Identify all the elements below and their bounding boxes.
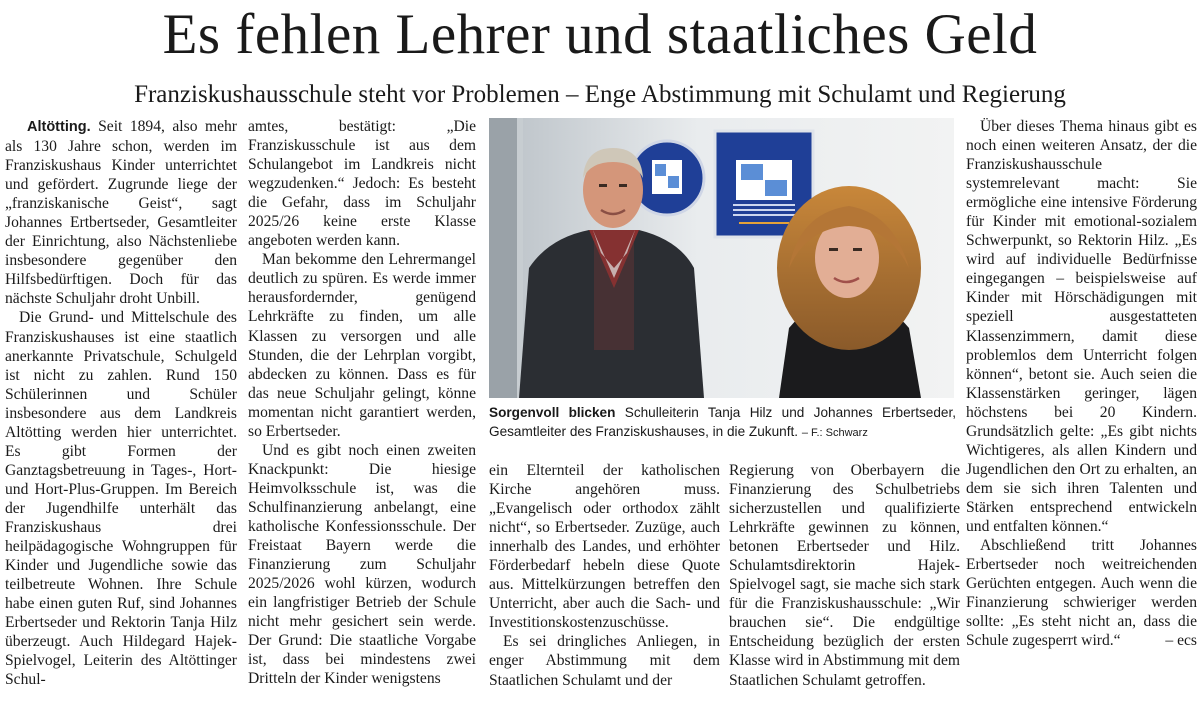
paragraph: Die Grund- und Mittelschule des Franziskushauses ist eine staatlich anerkannte Privatschule, Schulgeld ist nicht zu zahlen. Rund 150 Schülerinnen und Schüler insbesondere aus dem Landkreis Altötting werden hier unterrichtet. Es gibt Formen der Ganztagsbetreuung in Tages-, Hort- und Hort-Plus-Gruppen. Im Bereich der Jugendhilfe unterhält das Franziskushaus drei heilpädagogische Wohngruppen für Kinder und Jugendliche sowie das teilbetreute Wohnen. Ihre Schule habe einen guten Ruf, sind Johannes Erbertseder und Rektorin Tanja Hilz überzeugt. Auch Hildegard Hajek-Spielvogel, Leiterin des Altöttinger Schul- bbox=[5, 309, 237, 689]
subheadline: Franziskushausschule steht vor Problemen – Enge Abstimmung mit Schulamt und Regierung bbox=[134, 81, 1066, 108]
photo-credit: – F.: Schwarz bbox=[801, 427, 868, 439]
article-column-2 bbox=[248, 117, 476, 723]
paragraph: Und es gibt noch einen zweiten Knackpunkt: Die hiesige Heimvolksschule ist, was die Schulfinanzierung anbelangt, eine katholische Konfessionsschule. Der Freistaat Bayern werde die Finanzierung zum Schuljahr 2025/2026 wohl kürzen, wodurch ein langfristiger Betrieb der Schule nicht mehr gesichert sein werde. Der Grund: Die staatliche Vorgabe ist, dass bei mindestens zwei Dritteln der Kinder wenigstens bbox=[248, 441, 476, 688]
paragraph: Es sei dringliches Anliegen, in enger Abstimmung mit dem Staatlichen Schulamt und der bbox=[489, 633, 720, 689]
paragraph: Über dieses Thema hinaus gibt es noch einen weiteren Ansatz, der die Franziskushausschule systemrelevant macht: Sie ermögliche eine intensive Förderung für Kinder mit emotional-sozialem Schwerpunkt, so Rektorin Hilz. „Es wird auf individuelle Bedürfnisse eingegangen – beispielsweise auf Kinder mit Hörschädigungen mit speziell ausgestatteten Klassenzimmern, damit diese problemlos dem Unterricht folgen können“, betont sie. Auch seien die Klassenstärken geringer, lägen höchstens bei 20 Kindern. Grundsätzlich gelte: „Es gibt nichts Wichtigeres, als allen Kindern und Jugendlichen den Ort zu erhalten, an dem sie sich ihren Talenten und Stärken entsprechend entwickeln und entfalten können.“ bbox=[966, 118, 1197, 535]
article-column-4 bbox=[729, 461, 960, 723]
paragraph bbox=[966, 536, 1197, 650]
author-signature: – ecs bbox=[1165, 632, 1197, 650]
paragraph-text: Seit 1894, also mehr als 130 Jahre schon, werden im Franziskushaus Kinder unterrichtet und gefördert. Zugrunde liege der „franziskanische Geist“, sagt Johannes Ertbertseder, Gesamtleiter der Einrichtung, also Nächstenliebe insbesondere gegenüber den Hilfsbedürftigen. Doch für das nächste Schuljahr droht Unbill. bbox=[5, 118, 237, 308]
article-column-3 bbox=[489, 461, 720, 723]
paragraph bbox=[5, 117, 237, 308]
caption-text: Schulleiterin Tanja Hilz und Johannes Erbertseder, Gesamtleiter des Franziskushauses, in die Zukunft. bbox=[489, 405, 956, 439]
paragraph: Man bekomme den Lehrermangel deutlich zu spüren. Es werde immer herausfordernder, genügend Lehrkräfte zu finden, um alle Klassen zu versorgen und alle Stunden, die der Lehrplan vorgibt, abdecken zu können. Dass es für das neue Schuljahr gelingt, könne momentan nicht garantiert werden, so Erbertseder. bbox=[248, 251, 476, 440]
dateline: Altötting. bbox=[27, 119, 91, 135]
person-woman bbox=[777, 186, 921, 398]
headline: Es fehlen Lehrer und staatliches Geld bbox=[162, 3, 1038, 66]
article-photo bbox=[489, 118, 954, 398]
paragraph-text: Abschließend tritt Johannes Erbertseder noch weitreichenden Gerüchten entgegen. Auch wenn die Finanzierung schwieriger werden sollte: „Es steht nicht an, dass die Schule zugesperrt wird.“ bbox=[966, 537, 1197, 650]
article-column-1 bbox=[5, 117, 237, 723]
caption-lead: Sorgenvoll blicken bbox=[489, 405, 616, 420]
photo-illustration bbox=[489, 118, 954, 398]
paragraph: amtes, bestätigt: „Die Franziskusschule ist aus dem Schulangebot im Landkreis nicht wegzudenken.“ Jedoch: Es besteht die Gefahr, dass im Schuljahr 2025/26 keine erste Klasse angeboten werden kann. bbox=[248, 118, 476, 250]
photo-caption bbox=[489, 403, 956, 443]
article-column-5 bbox=[966, 117, 1197, 723]
door-frame bbox=[489, 118, 517, 398]
paragraph: ein Elternteil der katholischen Kirche angehören muss. „Evangelisch oder orthodox zählt nicht“, so Erbertseder. Zuzüge, auch innerhalb des Landes, und erhöhter Förderbedarf hebeln diese Quote aus. Mittelkürzungen betreffen den Unterricht, aber auch die Sach- und Investitionskostenzuschüsse. bbox=[489, 462, 720, 632]
paragraph: Regierung von Oberbayern die Finanzierung des Schulbetriebs sicherzustellen und qualifizierte Lehrkräfte gewinnen zu können, betonen Erbertseder und Hilz. Schulamtsdirektorin Hajek-Spielvogel sagt, sie mache sich stark für die Franziskushausschule: „Wir brauchen sie“. Die endgültige Entscheidung bezüglich der ersten Klasse wird in Abstimmung mit dem Staatlichen Schulamt getroffen. bbox=[729, 462, 960, 689]
